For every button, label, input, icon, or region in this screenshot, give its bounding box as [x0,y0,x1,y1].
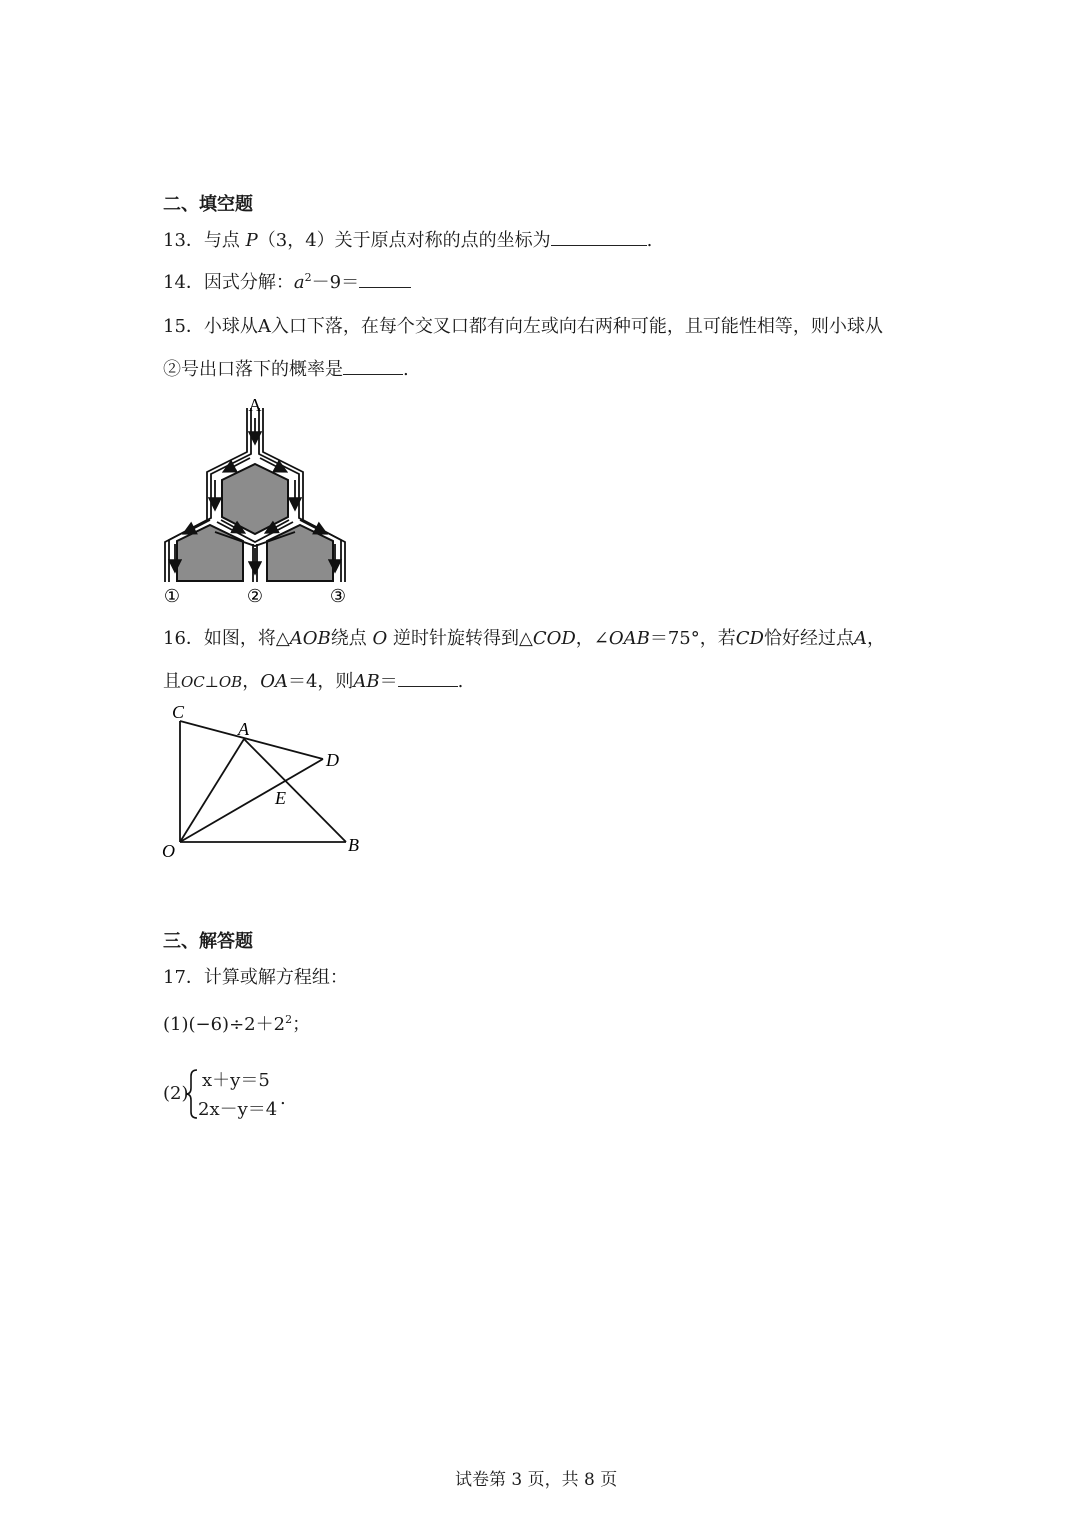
point-label-a: A [238,719,249,739]
question-number: 16． [163,628,204,649]
point-label-b: B [348,835,359,855]
segment-oa [180,739,244,842]
top-hexagon [222,464,288,534]
segment-od [180,759,323,842]
question-15-line-2: ②号出口落下的概率是 . [163,359,409,380]
right-pentagon [267,525,333,581]
equation-1: x＋y＝5 [202,1070,270,1091]
question-15-line-1: 15．小球从A入口下落，在每个交叉口都有向左或向右两种可能，且可能性相等，则小球从 [163,316,883,337]
ball-drop-figure [155,392,365,610]
triangle-rotation-figure [155,700,370,865]
left-pentagon [177,525,243,581]
question-17-part-1: $(1)(-6)\div 2+2^2$； [163,1013,311,1035]
question-17: 17．计算或解方程组： [163,967,348,988]
question-number: 13． [163,230,204,251]
answer-blank [343,373,403,375]
point-label-e: E [275,788,286,808]
equation-2: 2x－y＝4 [198,1099,278,1120]
equation-end-period: . [280,1088,286,1109]
question-16-line-1: 16．如图，将△AOB绕点 O 逆时针旋转得到△COD，∠OAB＝75°，若CD恰好经过点A， [163,628,885,649]
entrance-label: A [248,395,262,415]
question-14: 14．因式分解：$a^2-9=$ [163,268,411,294]
question-16-line-2: 且OC⊥OB，OA＝4，则AB＝ . [163,671,464,692]
point-label-o: O [162,841,175,861]
point-label-c: C [172,702,185,722]
question-number: 17． [163,967,204,988]
segment-cd [180,721,323,759]
point-label-d: D [326,750,339,770]
page-footer: 试卷第 3 页，共 8 页 [455,1470,618,1490]
exit-label-2: ② [246,586,264,606]
exit-label-3: ③ [329,586,347,606]
question-number: 15． [163,316,204,337]
question-number: 14． [163,272,204,293]
question-17-part-2-label: (2) [163,1083,189,1104]
question-13: 13．与点 P（3，4）关于原点对称的点的坐标为 . [163,230,653,251]
exit-label-1: ① [163,586,181,606]
section-title-solve: 三、解答题 [163,931,253,952]
answer-blank [359,286,411,288]
answer-blank [551,244,647,246]
section-title-fill-blank: 二、填空题 [163,194,253,215]
answer-blank [398,685,458,687]
